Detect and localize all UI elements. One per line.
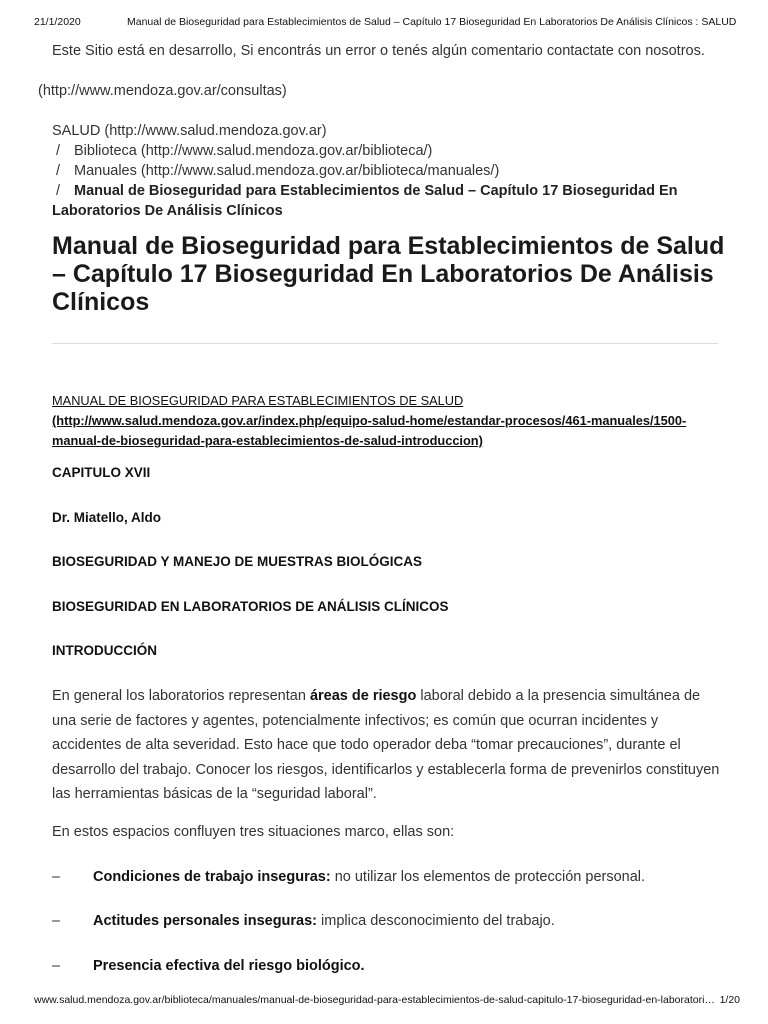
section-heading-laboratorios: BIOSEGURIDAD EN LABORATORIOS DE ANÁLISIS CLÍNICOS (52, 599, 449, 614)
list-item-term: Condiciones de trabajo inseguras: (93, 869, 331, 885)
breadcrumb-row-biblioteca (52, 141, 732, 161)
print-header (34, 16, 740, 30)
list-item-text (93, 911, 555, 931)
list-dash: – (52, 958, 61, 974)
manual-link[interactable] (52, 391, 732, 451)
list-dash: – (52, 913, 61, 929)
manual-link-label[interactable]: MANUAL DE BIOSEGURIDAD PARA ESTABLECIMIENTOS DE SALUD (52, 393, 464, 408)
print-date: 21/1/2020 (34, 16, 81, 28)
manual-link-url[interactable]: (http://www.salud.mendoza.gov.ar/index.php/equipo-salud-home/estandar-procesos/461-manuales/1500-manual-de-bioseguridad-para-establecimientos-de-salud-introduccion) (52, 413, 687, 448)
breadcrumb-row-current (52, 181, 732, 221)
intro-paragraph-start: En general los laboratorios representan (52, 688, 310, 704)
breadcrumb-item-biblioteca[interactable]: Biblioteca (http://www.salud.mendoza.gov.ar/biblioteca/) (74, 143, 433, 159)
list-item-term: Presencia efectiva del riesgo biológico. (93, 958, 365, 974)
page-title: Manual de Bioseguridad para Establecimientos de Salud – Capítulo 17 Bioseguridad En Laboratorios De Análisis Clínicos (52, 232, 725, 316)
chapter-heading: CAPITULO XVII (52, 465, 151, 480)
intro-paragraph-rest: laboral debido a la presencia simultánea de una serie de factores y agentes, potencialmente infectivos; es común que ocurran incidentes y accidentes de alta severidad. Esto hace que todo operador deba “tomar precauciones”, durante el desarrollo del trabajo. Conocer los riesgos, identificarlos y establecerla forma de prevenirlos constituyen las herramientas básicas de la “seguridad laboral”. (52, 688, 720, 802)
print-document-title: Manual de Bioseguridad para Establecimientos de Salud – Capítulo 17 Bioseguridad En Laboratorios De Análisis Clínicos : SALUD (127, 16, 737, 28)
list-item-term: Actitudes personales inseguras: (93, 913, 318, 929)
situations-paragraph: En estos espacios confluyen tres situaciones marco, ellas son: (52, 824, 455, 840)
author-name: Dr. Miatello, Aldo (52, 510, 162, 525)
print-footer-url: www.salud.mendoza.gov.ar/biblioteca/manuales/manual-de-bioseguridad-para-establecimientos-de-salud-capitulo-17-bioseguridad-en-laboratori… (34, 994, 715, 1006)
intro-paragraph (52, 684, 728, 807)
list-item-description: implica desconocimiento del trabajo. (317, 913, 555, 929)
page-number: 1/20 (719, 994, 740, 1006)
breadcrumb-item-salud[interactable]: SALUD (http://www.salud.mendoza.gov.ar) (52, 123, 327, 139)
list-item-description: no utilizar los elementos de protección personal. (330, 869, 646, 885)
title-divider (52, 343, 718, 344)
breadcrumb-current: Manual de Bioseguridad para Establecimientos de Salud – Capítulo 17 Bioseguridad En Laboratorios De Análisis Clínicos (52, 183, 678, 219)
section-heading-muestras: BIOSEGURIDAD Y MANEJO DE MUESTRAS BIOLÓGICAS (52, 554, 423, 569)
contact-link[interactable]: (http://www.mendoza.gov.ar/consultas) (38, 83, 287, 99)
development-notice: Este Sitio está en desarrollo, Si encontrás un error o tenés algún comentario contactate con nosotros. (52, 43, 705, 59)
breadcrumb-separator: / (56, 183, 61, 199)
list-item-text (93, 956, 365, 976)
breadcrumb-separator: / (56, 163, 61, 179)
breadcrumb-item-manuales[interactable]: Manuales (http://www.salud.mendoza.gov.ar/biblioteca/manuales/) (74, 163, 500, 179)
breadcrumb (52, 121, 732, 221)
list-dash: – (52, 869, 61, 885)
breadcrumb-row-manuales (52, 161, 732, 181)
introduction-heading: INTRODUCCIÓN (52, 643, 157, 658)
intro-paragraph-emphasis: áreas de riesgo (309, 688, 417, 704)
breadcrumb-separator: / (56, 143, 61, 159)
list-item-text (93, 867, 645, 887)
